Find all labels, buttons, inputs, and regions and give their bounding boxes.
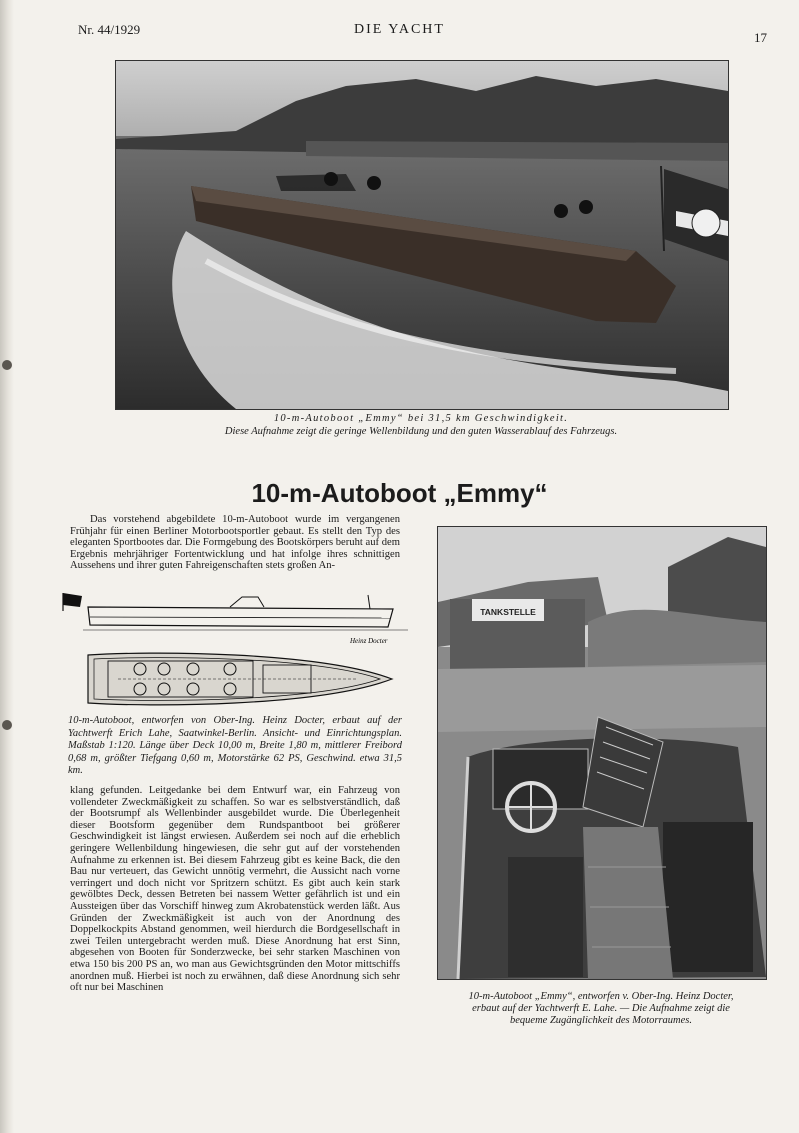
right-photo-caption-line2: erbaut auf der Yachtwerft E. Lahe. — Die Aufnahme zeigt die	[472, 1003, 730, 1014]
top-photo-caption-line2: Diese Aufnahme zeigt die geringe Wellenbildung und den guten Wasserablauf des Fahrzeugs.	[224, 426, 618, 437]
drawing-signature: Heinz Docter	[350, 637, 388, 645]
top-photo-boat-underway	[115, 60, 729, 410]
boat-plan-drawing	[58, 585, 408, 710]
page-number: 17	[754, 30, 767, 45]
page-binding	[0, 0, 14, 1133]
article-title: 10-m-Autoboot „Emmy“	[251, 478, 548, 508]
article-intro: Das vorstehend abgebildete 10-m-Autoboot wurde im vergangenen Frühjahr für einen Berliner Motorbootsportler gebaut. Es stellt den Typ des eleganten Sportbootes dar. Die Formgebung des Bootskörpers beruht auf dem Ergebnis mehrjähriger Fortentwicklung und hat infolge ihres schnittigen Aussehens und ihrer guten Fahreigenschaften stets großen An-	[70, 514, 400, 572]
tankstelle-sign: TANKSTELLE	[480, 607, 536, 617]
drawing-caption: 10-m-Autoboot, entworfen von Ober-Ing. Heinz Docter, erbaut auf der Yachtwerft Erich Lahe, Saatwinkel-Berlin. Ansicht- und Einrichtungsplan. Maßstab 1:120. Länge über Deck 10,00 m, Breite 1,80 m, mittlerer Freibord 0,68 m, größter Tiefgang 0,60 m, Motorstärke 62 PS, Geschwind. etwa 31,5 km.	[68, 715, 402, 777]
binding-hole	[2, 360, 12, 370]
binding-hole	[2, 720, 12, 730]
top-photo-caption-line1: 10-m-Autoboot „Emmy“ bei 31,5 km Geschwindigkeit.	[273, 413, 569, 424]
right-photo-caption-line3: bequeme Zugänglichkeit des Motorraumes.	[510, 1015, 692, 1026]
right-photo-caption-line1: 10-m-Autoboot „Emmy“, entworfen v. Ober-Ing. Heinz Docter,	[468, 991, 734, 1002]
boat-cockpit-illustration	[438, 527, 766, 979]
issue-number: Nr. 44/1929	[78, 22, 141, 37]
article-body: klang gefunden. Leitgedanke bei dem Entwurf war, ein Fahrzeug von vollendeter Zweckmäßigkeit zu schaffen. So war es selbstverständlich, daß der Bootsrumpf als Wellenbinder ausgebildet wurde. Die Überlegenheit dieser Bootsform gegenüber dem Rundspantboot bei größerer Geschwindigkeit ist längst erwiesen. Außerdem sei noch auf die erheblich geringere Wellenbildung hingewiesen, die sehr gut auf der vorstehenden Aufnahme zu erkennen ist. Bei diesem Fahrzeug gibt es keine Back, die den Bau nur verteuert, das Gewicht unnötig vermehrt, die Aussicht nach vorne verringert und doch nicht vor Spritzern schützt. Es gibt auch kein stark gewölbtes Deck, dessen Betreten bei nassem Wetter gefährlich ist und ein Aussteigen über das Vorschiff hinweg zum Akrobatenstück werden läßt. Aus Gründen der Zweckmäßigkeit ist auch von der Anordnung des Doppelkockpits Abstand genommen, weil hierdurch die Bordgesellschaft in zwei Teilen untergebracht werden muß. Diese Anordnung hat erst Sinn, abgesehen von Booten für Sonderzwecke, bei sehr starken Maschinen von etwa 150 bis 200 PS an, wo man aus Gewichtsgründen den Motor mittschiffs anordnen muß. Hierbei ist noch zu erwähnen, daß diese Anordnung sich sehr oft nur bei Maschinen	[70, 785, 400, 994]
boat-underway-illustration	[116, 61, 728, 409]
boat-plan-illustration	[58, 585, 408, 710]
magazine-title: DIE YACHT	[354, 22, 445, 37]
right-photo-boat-cockpit	[437, 526, 767, 980]
